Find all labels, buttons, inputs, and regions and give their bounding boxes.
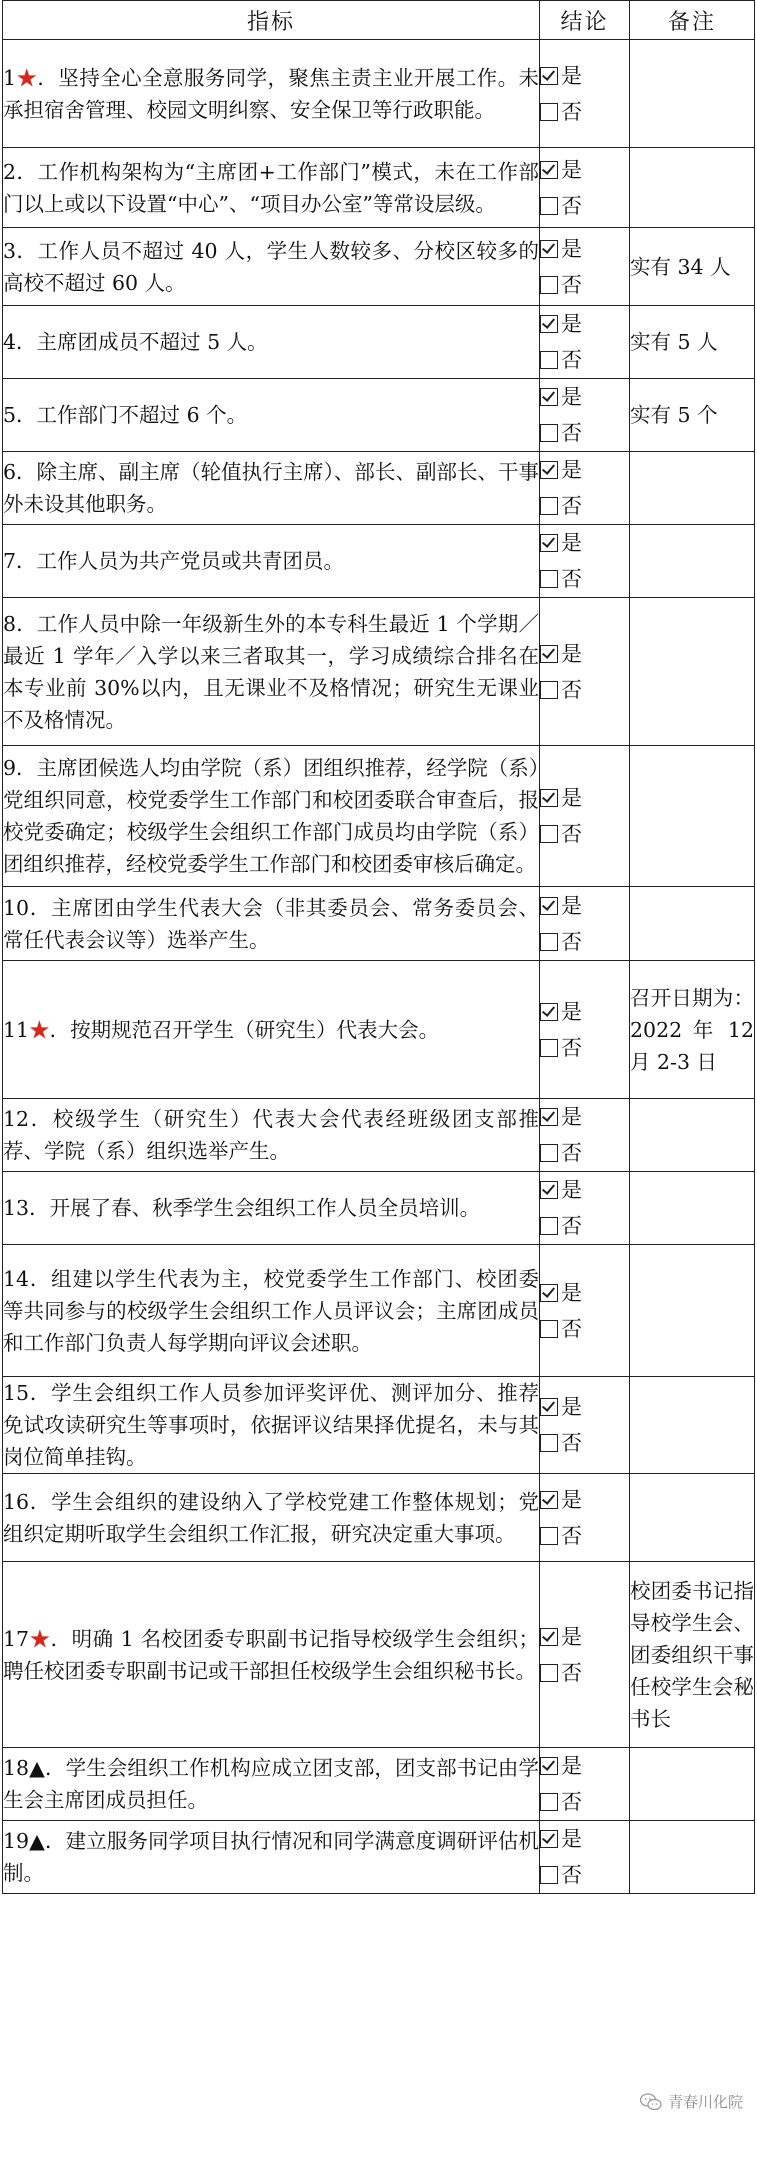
option-label: 是 <box>561 1754 582 1778</box>
option-label: 否 <box>561 1141 582 1165</box>
option-label: 是 <box>561 1487 582 1512</box>
indicator-cell <box>3 746 540 887</box>
checked-box-icon[interactable] <box>540 1628 558 1646</box>
indicator-cell <box>3 1748 540 1821</box>
option-yes[interactable] <box>540 525 629 561</box>
indicator-number: 6 <box>3 460 17 484</box>
wechat-icon <box>640 2093 662 2111</box>
indicator-text: ．工作人员不超过 40 人，学生人数较多、分校区较多的高校不超过 60 人。 <box>3 238 539 295</box>
indicator-table <box>2 0 755 1894</box>
option-label: 否 <box>561 494 582 518</box>
indicator-cell <box>3 148 540 228</box>
note-cell <box>630 379 755 452</box>
option-label: 是 <box>561 893 582 918</box>
note-text: 实有 34 人 <box>630 254 731 279</box>
note-text: 召开日期为：2022 年 12 月 2-3 日 <box>630 985 754 1074</box>
indicator-text: ．主席团候选人均由学院（系）团组织推荐，经学院（系）党组织同意，校党委学生工作部门和校团委联合审查后，报校党委确定；校级学生会组织工作部门成员均由学院（系）团组织推荐，经校党委学生工作部门和校团委审核后确定。 <box>3 756 539 876</box>
table-row <box>3 887 755 961</box>
empty-box-icon[interactable] <box>540 103 558 121</box>
indicator-text: ．学生会组织工作机构应成立团支部，团支部书记由学生会主席团成员担任。 <box>3 1756 539 1812</box>
table-row <box>3 228 755 306</box>
option-no[interactable] <box>540 188 629 224</box>
option-yes[interactable] <box>540 1619 629 1655</box>
option-yes[interactable] <box>540 1748 629 1784</box>
indicator-number: 3 <box>3 238 17 263</box>
checked-box-icon[interactable] <box>540 1181 558 1199</box>
checked-box-icon[interactable] <box>540 1491 558 1509</box>
indicator-text: ．按期规范召开学生（研究生）代表大会。 <box>49 1017 440 1042</box>
header-conclusion: 结论 <box>540 1 630 40</box>
option-label: 否 <box>561 272 582 297</box>
indicator-cell <box>3 525 540 598</box>
indicator-number: 14 <box>3 1266 30 1291</box>
option-yes[interactable] <box>540 1389 629 1425</box>
indicator-text: ．工作人员中除一年级新生外的本专科生最近 1 个学期／最近 1 学年／入学以来三者取其一，学习成绩综合排名在本专业前 30%以内，且无课业不及格情况；研究生无课业不及格情况。 <box>3 611 539 732</box>
option-no[interactable] <box>540 561 629 597</box>
note-cell <box>630 598 755 746</box>
option-no[interactable] <box>540 267 629 303</box>
conclusion-cell <box>540 452 630 525</box>
indicator-text: ．主席团成员不超过 5 人。 <box>16 330 268 354</box>
note-cell <box>630 1245 755 1377</box>
option-label: 是 <box>561 786 582 810</box>
indicator-number: 16 <box>3 1489 30 1514</box>
option-yes[interactable] <box>540 888 629 924</box>
option-label: 否 <box>561 822 582 846</box>
indicator-text: ．学生会组织的建设纳入了学校党建工作整体规划；党组织定期听取学生会组织工作汇报，研究决定重大事项。 <box>3 1489 539 1546</box>
table-body <box>3 40 755 1894</box>
option-no[interactable] <box>540 1208 629 1244</box>
indicator-number: 18 <box>3 1756 30 1780</box>
note-cell <box>630 148 755 228</box>
table-row <box>3 598 755 746</box>
indicator-text: ．工作人员为共产党员或共青团员。 <box>16 549 345 573</box>
note-cell <box>630 228 755 306</box>
note-cell <box>630 961 755 1099</box>
option-no[interactable] <box>540 1857 629 1893</box>
option-label: 否 <box>561 1214 582 1238</box>
checked-box-icon[interactable] <box>540 1398 558 1416</box>
indicator-cell <box>3 598 540 746</box>
empty-box-icon[interactable] <box>540 825 558 843</box>
indicator-number: 1 <box>3 65 17 90</box>
checked-box-icon[interactable] <box>540 1003 558 1021</box>
option-no[interactable] <box>540 816 629 852</box>
table-row <box>3 306 755 379</box>
indicator-number: 4 <box>3 330 17 354</box>
option-label: 是 <box>561 1624 582 1649</box>
empty-box-icon[interactable] <box>540 351 558 369</box>
note-cell <box>630 1821 755 1894</box>
indicator-cell <box>3 1474 540 1562</box>
indicator-text: ．校级学生（研究生）代表大会代表经班级团支部推荐、学院（系）组织选举产生。 <box>3 1107 539 1163</box>
watermark-text: 青春川化院 <box>667 2093 743 2111</box>
option-label: 否 <box>561 99 582 124</box>
note-cell <box>630 525 755 598</box>
indicator-number: 2 <box>3 159 17 184</box>
option-label: 是 <box>561 1178 582 1202</box>
option-label: 是 <box>561 385 582 409</box>
option-label: 是 <box>561 458 582 482</box>
option-yes[interactable] <box>540 379 629 415</box>
option-label: 否 <box>561 348 582 372</box>
option-label: 否 <box>561 929 582 954</box>
option-label: 是 <box>561 1827 582 1851</box>
option-yes[interactable] <box>540 231 629 267</box>
indicator-text: ．组建以学生代表为主，校党委学生工作部门、校团委等共同参与的校级学生会组织工作人员评议会；主席团成员和工作部门负责人每学期向评议会述职。 <box>3 1266 539 1355</box>
indicator-text: ．除主席、副主席（轮值执行主席）、部长、副部长、干事外未设其他职务。 <box>3 460 539 516</box>
conclusion-cell <box>540 1377 630 1474</box>
note-cell <box>630 452 755 525</box>
option-no[interactable] <box>540 1311 629 1347</box>
note-text: 校团委书记指导校学生会、团委组织干事任校学生会秘书长 <box>630 1578 754 1731</box>
empty-box-icon[interactable] <box>540 1527 558 1545</box>
option-yes[interactable] <box>540 1099 629 1135</box>
table-row <box>3 1245 755 1377</box>
indicator-cell <box>3 379 540 452</box>
indicator-number: 11 <box>3 1017 30 1042</box>
option-label: 是 <box>561 1280 582 1305</box>
conclusion-cell <box>540 598 630 746</box>
option-yes[interactable] <box>540 306 629 342</box>
option-no[interactable] <box>540 924 629 960</box>
indicator-cell <box>3 1245 540 1377</box>
option-yes[interactable] <box>540 1172 629 1208</box>
option-yes[interactable] <box>540 636 629 672</box>
indicator-cell <box>3 1562 540 1748</box>
option-label: 是 <box>561 236 582 261</box>
empty-box-icon[interactable] <box>540 1144 558 1162</box>
empty-box-icon[interactable] <box>540 570 558 588</box>
conclusion-cell <box>540 1821 630 1894</box>
table-row <box>3 746 755 887</box>
conclusion-cell <box>540 1562 630 1748</box>
option-label: 否 <box>561 1660 582 1685</box>
table-row <box>3 1748 755 1821</box>
option-no[interactable] <box>540 1518 629 1554</box>
checked-box-icon[interactable] <box>540 1284 558 1302</box>
empty-box-icon[interactable] <box>540 681 558 699</box>
option-no[interactable] <box>540 1655 629 1691</box>
table-header-row <box>3 1 755 40</box>
conclusion-cell <box>540 1099 630 1172</box>
checked-box-icon[interactable] <box>540 161 558 179</box>
indicator-cell <box>3 40 540 148</box>
table-row <box>3 1099 755 1172</box>
empty-box-icon[interactable] <box>540 1434 558 1452</box>
indicator-cell <box>3 306 540 379</box>
triangle-mark-icon: ▲ <box>29 1756 46 1780</box>
indicator-text: ．建立服务同学项目执行情况和同学满意度调研评估机制。 <box>3 1829 539 1885</box>
indicator-cell <box>3 1377 540 1474</box>
conclusion-cell <box>540 40 630 148</box>
option-label: 否 <box>561 1863 582 1887</box>
option-label: 是 <box>561 312 582 336</box>
indicator-number: 8 <box>3 611 17 636</box>
table-row <box>3 525 755 598</box>
indicator-cell <box>3 1099 540 1172</box>
indicator-number: 19 <box>3 1829 30 1853</box>
indicator-text: ．坚持全心全意服务同学，聚焦主责主业开展工作。未承担宿舍管理、校园文明纠察、安全保卫等行政职能。 <box>3 65 540 122</box>
indicator-number: 13 <box>3 1196 30 1220</box>
indicator-text: ．主席团由学生代表大会（非其委员会、常务委员会、常任代表会议等）选举产生。 <box>3 895 539 952</box>
table-row <box>3 379 755 452</box>
option-label: 否 <box>561 1523 582 1548</box>
note-text: 实有 5 个 <box>630 403 718 427</box>
conclusion-cell <box>540 746 630 887</box>
indicator-cell <box>3 228 540 306</box>
note-cell <box>630 1377 755 1474</box>
option-yes[interactable] <box>540 780 629 816</box>
option-no[interactable] <box>540 1784 629 1820</box>
empty-box-icon[interactable] <box>540 197 558 215</box>
option-no[interactable] <box>540 1425 629 1461</box>
option-label: 否 <box>561 1316 582 1341</box>
empty-box-icon[interactable] <box>540 276 558 294</box>
option-no[interactable] <box>540 342 629 378</box>
conclusion-cell <box>540 306 630 379</box>
indicator-number: 17 <box>3 1626 30 1651</box>
option-yes[interactable] <box>540 994 629 1030</box>
triangle-mark-icon: ▲ <box>29 1829 46 1853</box>
checked-box-icon[interactable] <box>540 388 558 406</box>
table-row <box>3 148 755 228</box>
checked-box-icon[interactable] <box>540 645 558 663</box>
table-row <box>3 452 755 525</box>
option-yes[interactable] <box>540 58 629 94</box>
checked-box-icon[interactable] <box>540 1757 558 1775</box>
option-yes[interactable] <box>540 1482 629 1518</box>
indicator-text: ．明确 1 名校团委专职副书记指导校级学生会组织；聘任校团委专职副书记或干部担任校级学生会组织秘书长。 <box>3 1626 540 1683</box>
conclusion-cell <box>540 961 630 1099</box>
note-cell <box>630 1748 755 1821</box>
option-yes[interactable] <box>540 452 629 488</box>
option-label: 是 <box>561 641 582 666</box>
indicator-text: ．工作机构架构为“主席团+工作部门”模式，未在工作部门以上或以下设置“中心”、“项目办公室”等常设层级。 <box>3 159 539 216</box>
table-row <box>3 1821 755 1894</box>
empty-box-icon[interactable] <box>540 1039 558 1057</box>
option-label: 否 <box>561 1431 582 1455</box>
checked-box-icon[interactable] <box>540 897 558 915</box>
checked-box-icon[interactable] <box>540 534 558 552</box>
note-cell <box>630 1099 755 1172</box>
header-note: 备注 <box>630 1 755 40</box>
conclusion-cell <box>540 379 630 452</box>
option-label: 否 <box>561 421 582 445</box>
note-cell <box>630 1474 755 1562</box>
indicator-number: 10 <box>3 895 30 920</box>
option-label: 是 <box>561 999 582 1024</box>
option-label: 否 <box>561 1790 582 1814</box>
empty-box-icon[interactable] <box>540 933 558 951</box>
empty-box-icon[interactable] <box>540 1866 558 1884</box>
table-row <box>3 961 755 1099</box>
note-cell <box>630 887 755 961</box>
watermark <box>640 2091 743 2112</box>
empty-box-icon[interactable] <box>540 1793 558 1811</box>
option-no[interactable] <box>540 94 629 130</box>
indicator-number: 7 <box>3 549 17 573</box>
option-label: 是 <box>561 157 582 182</box>
indicator-cell <box>3 887 540 961</box>
conclusion-cell <box>540 525 630 598</box>
empty-box-icon[interactable] <box>540 424 558 442</box>
indicator-number: 12 <box>3 1107 30 1131</box>
option-label: 否 <box>561 677 582 702</box>
table-row <box>3 1562 755 1748</box>
indicator-cell <box>3 1821 540 1894</box>
note-cell <box>630 1172 755 1245</box>
conclusion-cell <box>540 148 630 228</box>
checked-box-icon[interactable] <box>540 315 558 333</box>
option-label: 是 <box>561 1395 582 1419</box>
empty-box-icon[interactable] <box>540 1320 558 1338</box>
conclusion-cell <box>540 1474 630 1562</box>
option-no[interactable] <box>540 1135 629 1171</box>
star-mark-icon: ★ <box>29 1626 51 1651</box>
table-row <box>3 1474 755 1562</box>
option-no[interactable] <box>540 1030 629 1066</box>
option-no[interactable] <box>540 415 629 451</box>
star-mark-icon: ★ <box>16 65 38 90</box>
indicator-text: ．开展了春、秋季学生会组织工作人员全员培训。 <box>29 1196 481 1220</box>
option-yes[interactable] <box>540 152 629 188</box>
indicator-text: ．学生会组织工作人员参加评奖评优、测评加分、推荐免试攻读研究生等事项时，依据评议结果择优提名，未与其岗位简单挂钩。 <box>3 1381 539 1469</box>
option-label: 是 <box>561 1105 582 1129</box>
note-cell <box>630 1562 755 1748</box>
empty-box-icon[interactable] <box>540 497 558 515</box>
checked-box-icon[interactable] <box>540 1830 558 1848</box>
empty-box-icon[interactable] <box>540 1217 558 1235</box>
option-label: 是 <box>561 531 582 555</box>
header-indicator: 指标 <box>3 1 540 40</box>
option-label: 是 <box>561 63 582 88</box>
checked-box-icon[interactable] <box>540 789 558 807</box>
checked-box-icon[interactable] <box>540 67 558 85</box>
conclusion-cell <box>540 887 630 961</box>
indicator-cell <box>3 961 540 1099</box>
conclusion-cell <box>540 1245 630 1377</box>
table-row <box>3 1377 755 1474</box>
option-label: 否 <box>561 1035 582 1060</box>
indicator-cell <box>3 452 540 525</box>
indicator-number: 15 <box>3 1381 30 1405</box>
table-row <box>3 1172 755 1245</box>
option-label: 否 <box>561 567 582 591</box>
empty-box-icon[interactable] <box>540 1664 558 1682</box>
indicator-number: 5 <box>3 403 17 427</box>
checked-box-icon[interactable] <box>540 461 558 479</box>
checked-box-icon[interactable] <box>540 1108 558 1126</box>
conclusion-cell <box>540 228 630 306</box>
conclusion-cell <box>540 1172 630 1245</box>
option-yes[interactable] <box>540 1821 629 1857</box>
indicator-cell <box>3 1172 540 1245</box>
option-label: 否 <box>561 193 582 218</box>
star-mark-icon: ★ <box>29 1017 50 1042</box>
checked-box-icon[interactable] <box>540 240 558 258</box>
table-row <box>3 40 755 148</box>
indicator-text: ．工作部门不超过 6 个。 <box>16 403 248 427</box>
option-no[interactable] <box>540 672 629 708</box>
option-yes[interactable] <box>540 1275 629 1311</box>
option-no[interactable] <box>540 488 629 524</box>
note-cell <box>630 40 755 148</box>
conclusion-cell <box>540 1748 630 1821</box>
note-text: 实有 5 人 <box>630 330 718 354</box>
note-cell <box>630 306 755 379</box>
note-cell <box>630 746 755 887</box>
indicator-number: 9 <box>3 756 17 780</box>
